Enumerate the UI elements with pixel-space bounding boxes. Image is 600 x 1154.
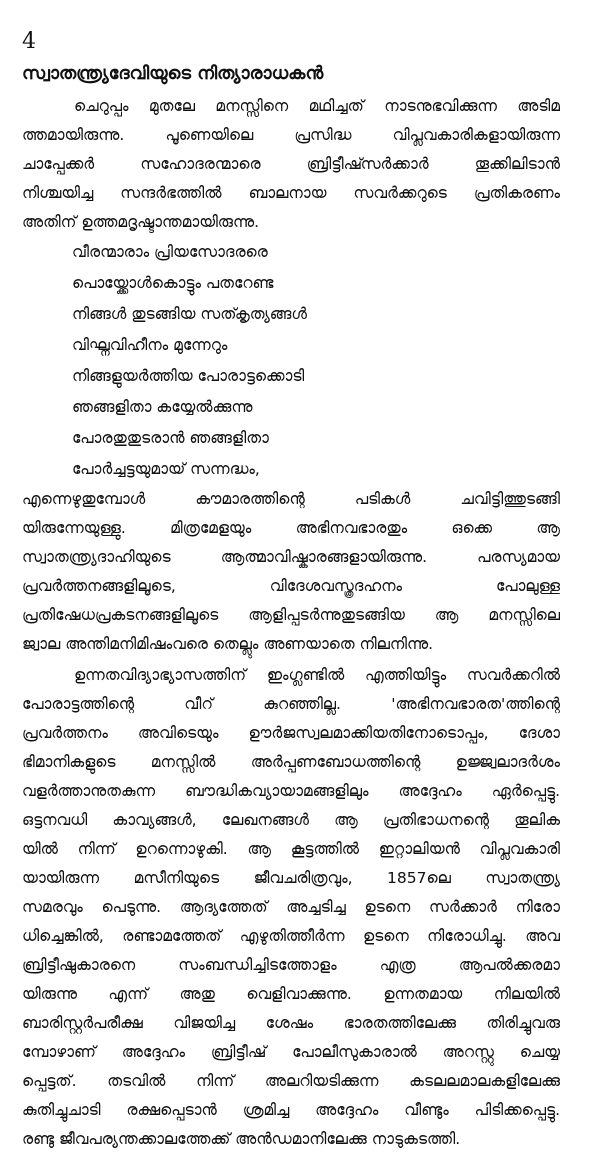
text-line: യായിരുന്ന മസീനിയുടെ ജീവചരിത്രവും, 1857ലെ സ്വാതന്ത്ര്യ — [22, 869, 560, 887]
poem-line: ഞങ്ങളിതാ കയ്യേൽക്കുന്നു — [72, 398, 253, 416]
chapter-heading: സ്വാതന്ത്ര്യദേവിയുടെ നിത്യാരാധകൻ — [22, 63, 324, 84]
text-line: ചെറുപ്പം മുതലേ മനസ്സിനെ മഥിച്ചത് നാടനുഭവിക്കുന്ന അടിമ — [74, 97, 560, 115]
text-line: യിരുന്നു എന്ന് അതു വെളിവാക്കുന്നു. ഉന്നതമായ നിലയിൽ — [22, 985, 560, 1003]
text-line: ഒട്ടനവധി കാവ്യങ്ങൾ, ലേഖനങ്ങൾ ആ പ്രതിഭാധനന്റെ തൂലിക — [22, 811, 560, 829]
page-number: 4 — [22, 29, 36, 54]
text-line: എന്നെഴുതുമ്പോൾ കൗമാരത്തിന്റെ പടികൾ ചവിട്ടിത്തുടങ്ങി — [22, 490, 560, 508]
poem-line: വിഘ്നവിഹീനം മുന്നേറും — [72, 336, 228, 354]
text-line: ജ്വാല അന്തിമനിമിഷംവരെ തെല്ലും അണയാതെ നിലനിന്നു. — [22, 635, 433, 653]
text-line: യിൽ നിന്ന് ഉറന്നൊഴുകി. ആ കൂട്ടത്തിൽ ഇറ്റാലിയൻ വിപ്ലവകാരി — [22, 840, 560, 858]
text-line: വളർത്താനുതകുന്ന ബൗദ്ധികവ്യായാമങ്ങളിലും അദ്ദേഹം ഏർപ്പെട്ടു. — [22, 782, 560, 800]
text-line: പോരാട്ടത്തിന്റെ വീറ് കുറഞ്ഞില്ല. 'അഭിനവഭാരത'ത്തിന്റെ — [22, 695, 560, 713]
text-line: രണ്ടു ജീവപര്യന്തക്കാലത്തേക്ക് അൻഡമാനിലേക്കു നാടുകടത്തി. — [22, 1130, 461, 1148]
text-line: പ്രവർത്തനങ്ങളിലൂടെ, വിദേശവസ്ത്രദഹനം പോലുള്ള — [22, 577, 560, 595]
paragraph-3 — [22, 661, 560, 1154]
poem-line: വീരന്മാരാം പ്രിയസോദരരെ — [72, 243, 268, 261]
text-line: സമരവും പെടുന്നു. ആദ്യത്തേത് അച്ചടിച്ച ഉടനെ സർക്കാർ നിരോ — [22, 898, 560, 916]
poem-line: പോരതുതുടരാൻ ഞങ്ങളിതാ — [72, 429, 269, 447]
poem-line: നിങ്ങളുയർത്തിയ പോരാട്ടക്കൊടി — [72, 367, 305, 385]
text-line: നിശ്ചയിച്ച സന്ദർഭത്തിൽ ബാലനായ സവർക്കറുടെ പ്രതികരണം — [22, 184, 560, 202]
text-line: പ്രവർത്തനം അവിടെയും ഊർജസ്വലമാക്കിയതിനോടൊപ്പം, ദേശാ — [22, 724, 560, 742]
poem-block — [72, 237, 560, 485]
text-line: ത്തമായിരുന്നു. പൂണെയിലെ പ്രസിദ്ധ വിപ്ലവകാരികളായിരുന്ന — [22, 126, 560, 144]
text-line: കുതിച്ചുചാടി രക്ഷപ്പെടാൻ ശ്രമിച്ച അദ്ദേഹം വീണ്ടും പിടിക്കപ്പെട്ടു. — [22, 1101, 560, 1119]
text-line: ഉന്നതവിദ്യാഭ്യാസത്തിന് ഇംഗ്ലണ്ടിൽ എത്തിയിട്ടും സവർക്കറിൽ — [74, 666, 560, 684]
text-line: ഭിമാനികളുടെ മനസ്സിൽ അർപ്പണബോധത്തിന്റെ ഉജ്ജ്വലാദർശം — [22, 753, 560, 771]
poem-line: നിങ്ങൾ തുടങ്ങിയ സത്കൃത്യങ്ങൾ — [72, 305, 307, 323]
text-line: ബാരിസ്റ്റർപരീക്ഷ വിജയിച്ച ശേഷം ഭാരതത്തിലേക്കു തിരിച്ചുവരു — [22, 1014, 560, 1032]
poem-line: പൊയ്ക്കോൾകൊട്ടും പതറേണ്ട — [72, 274, 274, 292]
text-line: ചാപ്പേക്കർ സഹോദരന്മാരെ ബ്രിട്ടീഷ്സർക്കാർ തൂക്കിലിടാൻ — [22, 155, 560, 173]
text-line: അതിന് ഉത്തമദൃഷ്ടാന്തമായിരുന്നു. — [22, 213, 260, 231]
text-line: ധിച്ചെങ്കിൽ, രണ്ടാമത്തേത് എഴുതിത്തീർന്ന ഉടനെ നിരോധിച്ചു. അവ — [22, 927, 560, 945]
text-line: സ്വാതന്ത്ര്യദാഹിയുടെ ആത്മാവിഷ്കാരങ്ങളായിരുന്നു. പരസ്യമായ — [22, 548, 560, 566]
text-line: യിരുന്നേയുള്ളു. മിത്രമേളയും അഭിനവഭാരതും ഒക്കെ ആ — [22, 519, 560, 537]
poem-line: പോർച്ചട്ടയുമായ് സന്നദ്ധം, — [72, 460, 260, 478]
text-line: പ്പെട്ടത്. തടവിൽ നിന്ന് അലറിയടിക്കുന്ന കടലലമാലകളിലേക്കു — [22, 1072, 560, 1090]
paragraph-1 — [22, 92, 560, 237]
text-line: മ്പോഴാണ് അദ്ദേഹം ബ്രിട്ടീഷ് പോലീസുകാരാൽ അറസ്റ്റു ചെയ്യ — [22, 1043, 560, 1061]
text-line: പ്രതിഷേധപ്രകടനങ്ങളിലൂടെ ആളിപ്പടർന്നുതുടങ്ങിയ ആ മനസ്സിലെ — [22, 606, 560, 624]
text-line: ബ്രിട്ടീഷുകാരനെ സംബന്ധിച്ചിടത്തോളം എത്ര ആപൽക്കരമാ — [22, 956, 560, 974]
paragraph-2 — [22, 485, 560, 659]
